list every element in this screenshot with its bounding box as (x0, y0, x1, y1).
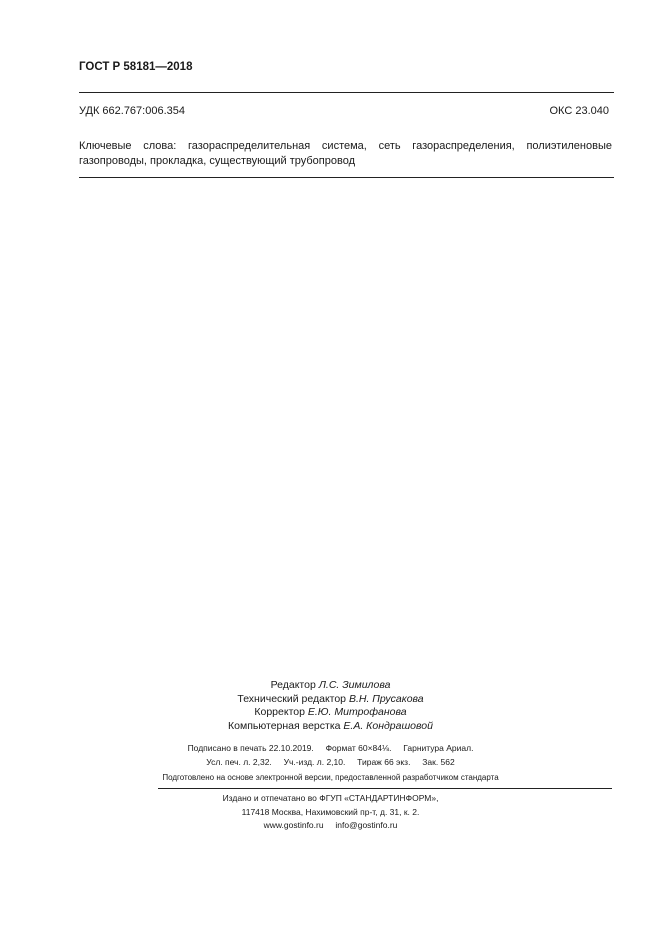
oks-code: ОКС 23.040 (549, 105, 609, 117)
keywords-divider (79, 177, 614, 178)
layout-name: Е.А. Кондрашовой (343, 719, 433, 732)
standard-code: ГОСТ Р 58181—2018 (79, 61, 193, 73)
corrector-name: Е.Ю. Митрофанова (307, 706, 407, 718)
editor-line (0, 679, 661, 693)
corrector-line (0, 706, 661, 720)
print-info-line-1: Подписано в печать 22.10.2019. Формат 60×84⅛. Гарнитура Ариал. (187, 743, 474, 753)
publisher-line-1: Издано и отпечатано во ФГУП «СТАНДАРТИНФОРМ», (222, 793, 439, 803)
print-info-block (0, 741, 661, 769)
layout-role: Компьютерная верстка (228, 719, 341, 732)
tech-editor-role: Технический редактор (237, 692, 347, 705)
prepared-note: Подготовлено на основе электронной версии, предоставленной разработчиком стандарта (162, 773, 499, 782)
print-info-line-2: Усл. печ. л. 2,32. Уч.-изд. л. 2,10. Тираж 66 экз. Зак. 562 (206, 757, 455, 767)
editor-role: Редактор (270, 679, 316, 691)
udk-code: УДК 662.767:006.354 (79, 105, 185, 117)
header-divider (79, 92, 614, 93)
layout-line (0, 720, 661, 734)
publisher-line-2: 117418 Москва, Нахимовский пр-т, д. 31, к. 2. (241, 806, 420, 817)
credits-block (0, 679, 661, 733)
tech-editor-line (0, 693, 661, 707)
publisher-line-3: www.gostinfo.ru info@gostinfo.ru (263, 820, 398, 830)
publisher-divider (158, 788, 612, 789)
classification-row (79, 105, 609, 117)
keywords-paragraph: Ключевые слова: газораспределительная система, сеть газораспределения, полиэтиленовые газопроводы, прокладка, существующий трубопровод (79, 140, 612, 167)
editor-name: Л.С. Зимилова (318, 679, 391, 691)
corrector-role: Корректор (254, 706, 305, 718)
publisher-block (0, 792, 661, 833)
tech-editor-name: В.Н. Прусакова (348, 692, 424, 705)
